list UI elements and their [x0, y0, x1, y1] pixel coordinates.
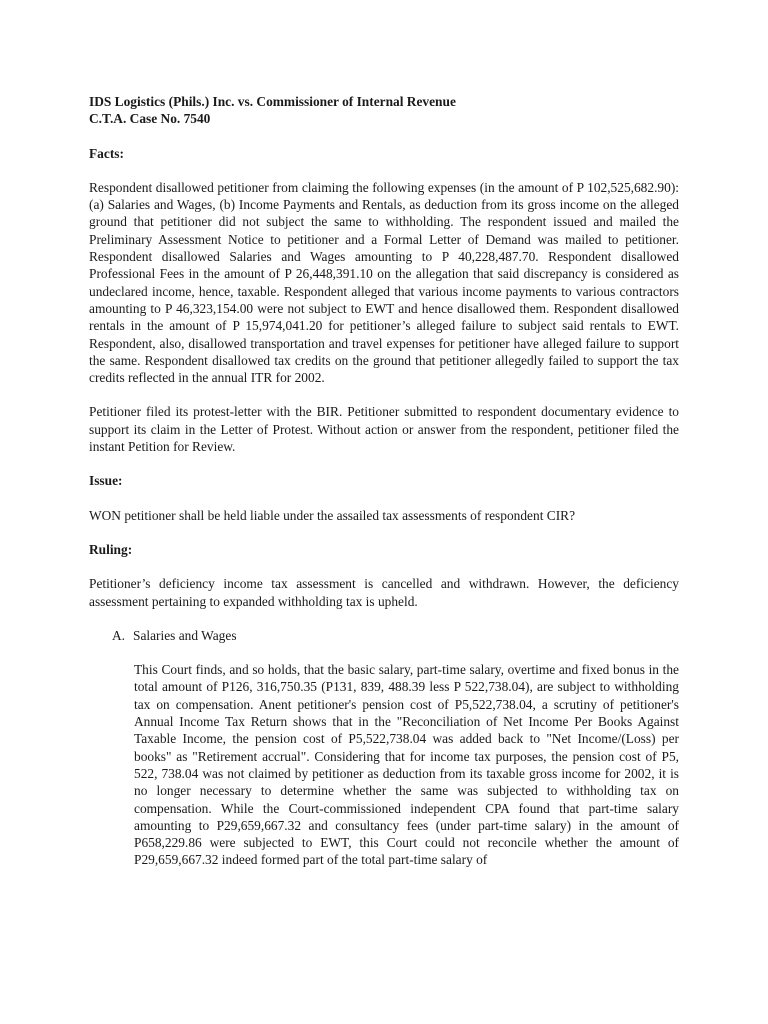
case-number: C.T.A. Case No. 7540 — [89, 111, 211, 127]
issue-heading: Issue: — [89, 473, 123, 489]
ruling-heading: Ruling: — [89, 541, 133, 557]
section-a-text: This Court finds, and so holds, that the basic salary, part-time salary, overtime and fixed bonus in the total amount of P126, 316,750.35 (P131, 839, 488.39 less P 522,738.04), are subject to withholding tax on compensation. Anent petitioner's pension cost of P5,522,738.04, a scrutiny of petitioner's Annual Income Tax Return shows that in the "Reconciliation of Net Income Per Books Against Taxable Income, the pension cost of P5,522,738.04 was added back to "Net Income/(Loss) per books" as "Retirement accrual". Considering that for income tax purposes, the pension cost of P5, 522, 738.04 was not claimed by petitioner as deduction from its taxable gross income for 2002, it is no longer necessary to determine whether the same was subjected to withholding tax on compensation. While the Court-commissioned independent CPA found that part-time salary amounting to P29,659,667.32 and consultancy fees (under part-time salary) in the amount of P658,229.86 were subjected to EWT, this Court could not reconcile whether the amount of P29,659,667.32 indeed formed part of the total part-time salary of — [134, 662, 679, 868]
section-a-label: Salaries and Wages — [133, 627, 237, 643]
section-a-marker: A. — [112, 627, 126, 643]
case-title: IDS Logistics (Phils.) Inc. vs. Commissioner of Internal Revenue — [89, 94, 456, 109]
document-page — [89, 93, 679, 886]
issue-text: WON petitioner shall be held liable under the assailed tax assessments of respondent CIR? — [89, 507, 576, 523]
section-a-label-row — [112, 627, 679, 644]
facts-heading: Facts: — [89, 145, 124, 161]
ruling-text: Petitioner’s deficiency income tax assessment is cancelled and withdrawn. However, the deficiency assessment pertaining to expanded withholding tax is upheld. — [89, 576, 679, 609]
facts-paragraph-2: Petitioner filed its protest-letter with the BIR. Petitioner submitted to respondent documentary evidence to support its claim in the Letter of Protest. Without action or answer from the respondent, petitioner filed the instant Petition for Review. — [89, 404, 679, 455]
facts-paragraph-1: Respondent disallowed petitioner from claiming the following expenses (in the amount of P 102,525,682.90): (a) Salaries and Wages, (b) Income Payments and Rentals, as deduction from its gross income on the alleged ground that petitioner did not subject the same to withholding. The respondent issued and mailed the Preliminary Assessment Notice to petitioner and a Formal Letter of Demand was mailed to petitioner. Respondent disallowed Salaries and Wages amounting to P 40,228,487.70. Respondent disallowed Professional Fees in the amount of P 26,448,391.10 on the allegation that said discrepancy is considered as undeclared income, hence, taxable. Respondent alleged that various income payments to various contractors amounting to P 46,323,154.00 were not subject to EWT and hence disallowed them. Respondent disallowed rentals in the amount of P 15,974,041.20 for petitioner’s alleged failure to subject said rentals to EWT. Respondent, also, disallowed transportation and travel expenses for petitioner have alleged failure to support the same. Respondent disallowed tax credits on the ground that petitioner allegedly failed to support the tax credits reflected in the annual ITR for 2002. — [89, 179, 679, 386]
